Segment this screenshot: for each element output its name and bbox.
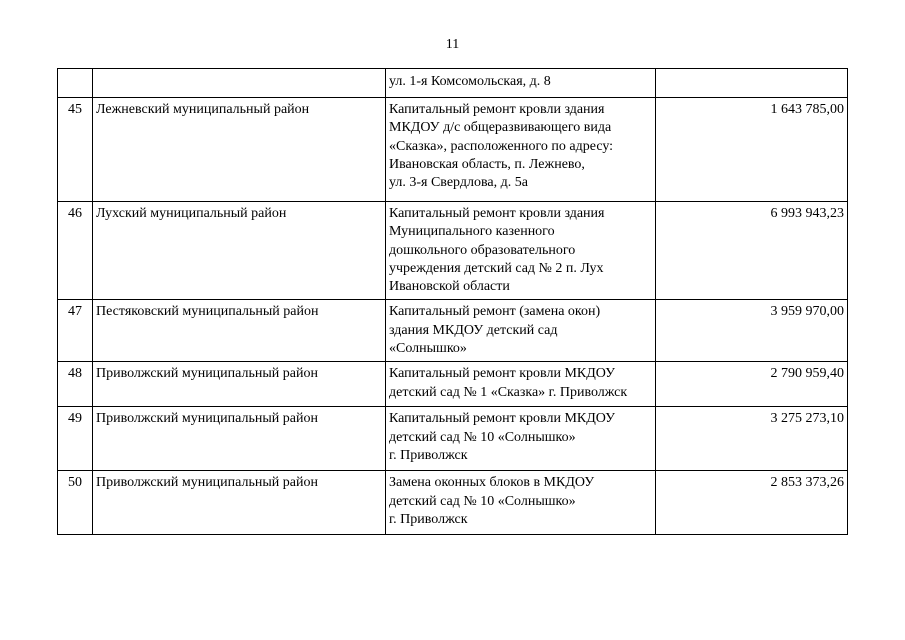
table-row	[58, 407, 848, 471]
district-cell: Приволжский муниципальный район	[93, 471, 386, 535]
description-cell: Капитальный ремонт кровли МКДОУ детский сад № 10 «Солнышко» г. Приволжск	[386, 407, 656, 471]
description-cell: Замена оконных блоков в МКДОУ детский сад № 10 «Солнышко» г. Приволжск	[386, 471, 656, 535]
district-cell: Пестяковский муниципальный район	[93, 300, 386, 362]
row-number-cell: 46	[58, 202, 93, 300]
district-cell: Приволжский муниципальный район	[93, 362, 386, 407]
amount-cell: 6 993 943,23	[656, 202, 848, 300]
amount-cell	[656, 69, 848, 98]
row-number-cell: 48	[58, 362, 93, 407]
row-number-cell: 45	[58, 98, 93, 202]
description-cell: Капитальный ремонт (замена окон) здания МКДОУ детский сад «Солнышко»	[386, 300, 656, 362]
table-row-continuation	[58, 69, 848, 98]
row-number-cell: 47	[58, 300, 93, 362]
district-cell: Лухский муниципальный район	[93, 202, 386, 300]
amount-cell: 3 275 273,10	[656, 407, 848, 471]
table-row	[58, 362, 848, 407]
district-cell: Приволжский муниципальный район	[93, 407, 386, 471]
row-number-cell	[58, 69, 93, 98]
amount-cell: 2 790 959,40	[656, 362, 848, 407]
table-row	[58, 471, 848, 535]
page-number: 11	[445, 37, 460, 52]
description-cell: ул. 1-я Комсомольская, д. 8	[386, 69, 656, 98]
district-cell	[93, 69, 386, 98]
description-cell: Капитальный ремонт кровли здания МКДОУ д/с общеразвивающего вида «Сказка», расположенного по адресу: Ивановская область, п. Лежнево, ул. 3-я Свердлова, д. 5а	[386, 98, 656, 202]
table-row	[58, 202, 848, 300]
amount-cell: 3 959 970,00	[656, 300, 848, 362]
row-number-cell: 50	[58, 471, 93, 535]
amount-cell: 2 853 373,26	[656, 471, 848, 535]
row-number-cell: 49	[58, 407, 93, 471]
table-row	[58, 98, 848, 202]
funding-table	[57, 68, 848, 535]
description-cell: Капитальный ремонт кровли МКДОУ детский сад № 1 «Сказка» г. Приволжск	[386, 362, 656, 407]
amount-cell: 1 643 785,00	[656, 98, 848, 202]
description-cell: Капитальный ремонт кровли здания Муниципального казенного дошкольного образовательного учреждения детский сад № 2 п. Лух Ивановской области	[386, 202, 656, 300]
district-cell: Лежневский муниципальный район	[93, 98, 386, 202]
table-row	[58, 300, 848, 362]
